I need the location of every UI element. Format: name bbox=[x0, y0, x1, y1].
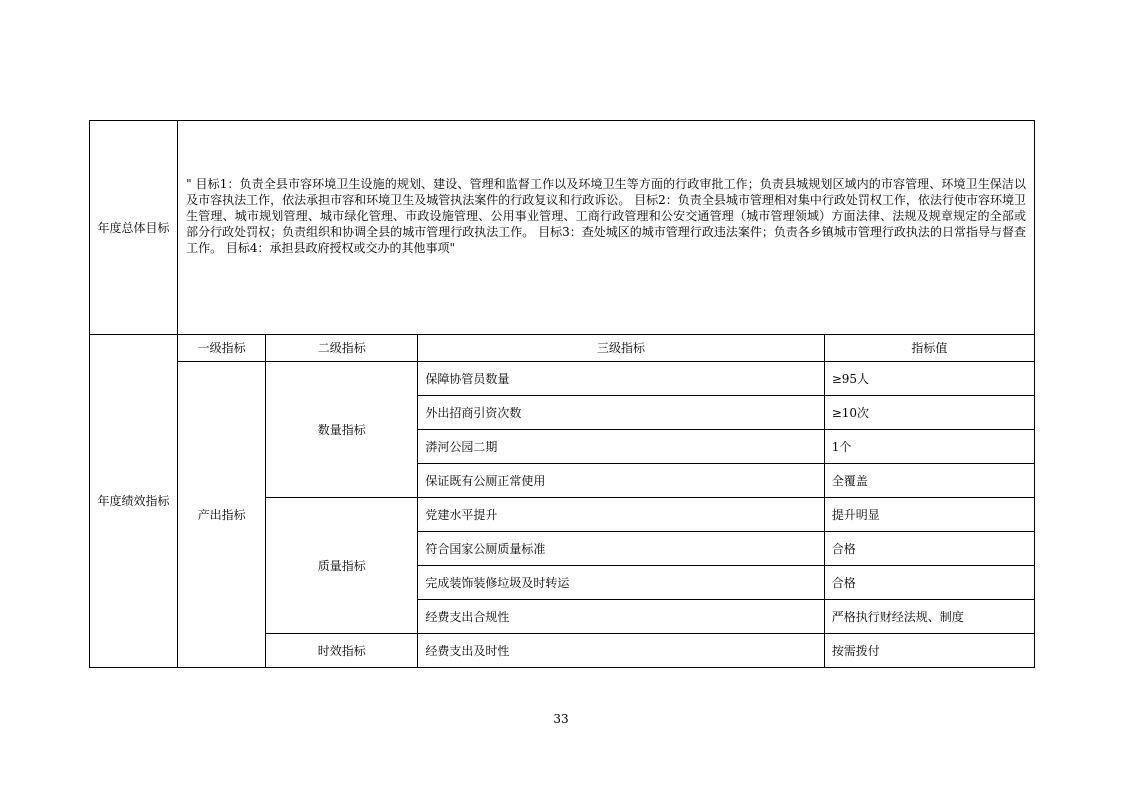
overall-goal-text: " 目标1：负责全县市容环境卫生设施的规划、建设、管理和监督工作以及环境卫生等方面的行政审批工作；负责县城规划区域内的市容管理、环境卫生保洁以及市容执法工作，依法承担市容和环境卫生及城管执法案件的行政复议和行政诉讼。 目标2：负责全县城市管理相对集中行政处罚权工作，依法行使市容环境卫生管理、城市规划管理、城市绿化管理、市政设施管理、公用事业管理、工商行政管理和公安交通管理（城市管理领域）方面法律、法规及规章规定的全部或部分行政处罚权；负责组织和协调全县的城市管理行政执法工作。 目标3：查处城区的城市管理行政违法案件；负责各乡镇城市管理行政执法的日常指导与督查工作。 目标4：承担县政府授权或交办的其他事项" bbox=[186, 177, 1026, 255]
header-level1: 一级指标 bbox=[178, 335, 266, 362]
value-cell: 合格 bbox=[824, 532, 1034, 566]
value-cell: 全覆盖 bbox=[824, 464, 1034, 498]
indicator-cell: 漭河公园二期 bbox=[418, 430, 824, 464]
indicator-cell: 保障协管员数量 bbox=[418, 362, 824, 396]
indicator-cell: 经费支出合规性 bbox=[418, 600, 824, 634]
indicator-cell: 保证既有公厕正常使用 bbox=[418, 464, 824, 498]
overall-goal-label: 年度总体目标 bbox=[90, 121, 178, 335]
value-cell: ≥10次 bbox=[824, 396, 1034, 430]
performance-label: 年度绩效指标 bbox=[90, 335, 178, 668]
indicator-cell: 完成装饰装修垃圾及时转运 bbox=[418, 566, 824, 600]
page-number: 33 bbox=[553, 712, 569, 726]
header-level3: 三级指标 bbox=[418, 335, 824, 362]
value-cell: 1个 bbox=[824, 430, 1034, 464]
value-cell: 按需拨付 bbox=[824, 634, 1034, 668]
indicator-cell: 符合国家公厕质量标准 bbox=[418, 532, 824, 566]
indicator-cell: 党建水平提升 bbox=[418, 498, 824, 532]
header-level2: 二级指标 bbox=[266, 335, 418, 362]
value-cell: 合格 bbox=[824, 566, 1034, 600]
value-cell: 提升明显 bbox=[824, 498, 1034, 532]
indicator-cell: 外出招商引资次数 bbox=[418, 396, 824, 430]
table-row bbox=[90, 362, 1035, 396]
performance-goal-table bbox=[89, 120, 1035, 668]
value-cell: 严格执行财经法规、制度 bbox=[824, 600, 1034, 634]
header-value: 指标值 bbox=[824, 335, 1034, 362]
overall-goal-row bbox=[90, 121, 1035, 335]
header-row bbox=[90, 335, 1035, 362]
level1-cell: 产出指标 bbox=[178, 362, 266, 668]
level2-cell: 时效指标 bbox=[266, 634, 418, 668]
level2-cell: 质量指标 bbox=[266, 498, 418, 634]
level2-cell: 数量指标 bbox=[266, 362, 418, 498]
value-cell: ≥95人 bbox=[824, 362, 1034, 396]
indicator-cell: 经费支出及时性 bbox=[418, 634, 824, 668]
overall-goal-cell bbox=[178, 121, 1035, 335]
